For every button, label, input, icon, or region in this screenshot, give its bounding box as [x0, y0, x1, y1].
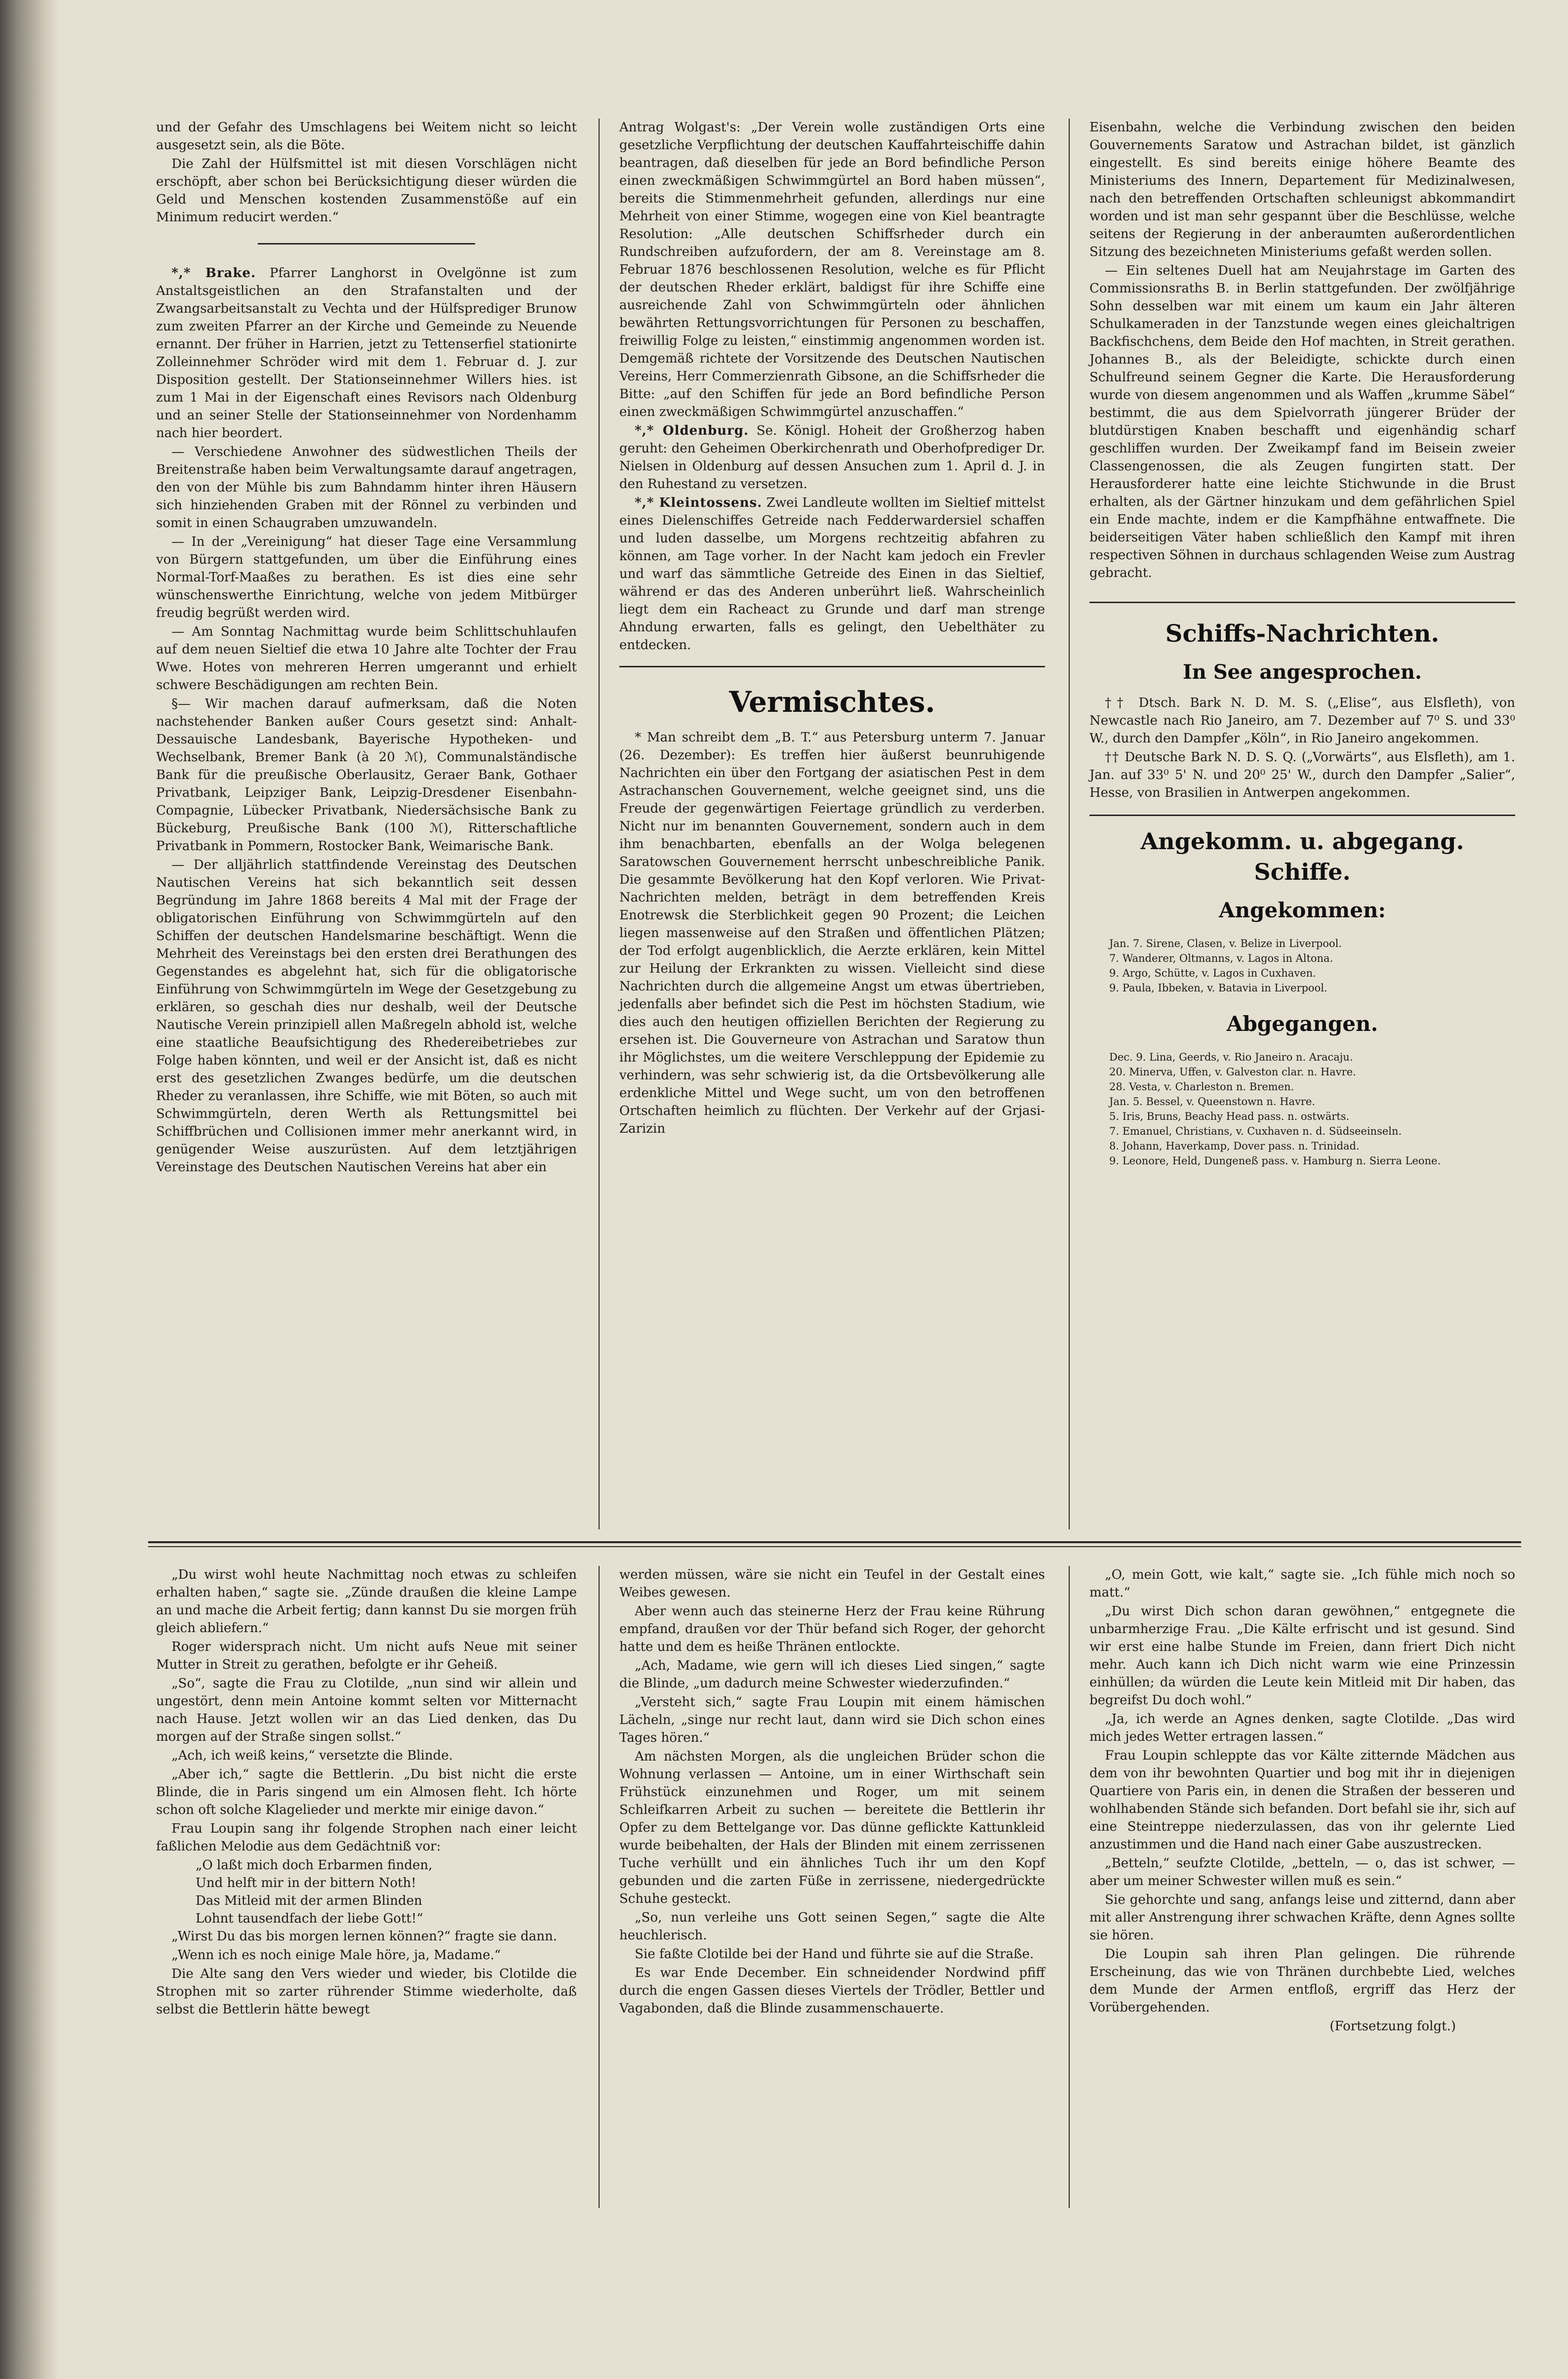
paragraph: Aber wenn auch das steinerne Herz der Frau keine Rührung empfand, draußen vor der Thür befand sich Roger, der gehorcht hatte und dem es heiße Thränen entlockte.: [619, 1604, 1045, 1654]
verse-line: Und helft mir in der bittern Noth!: [196, 1876, 416, 1890]
subheading: Abgegangen.: [1226, 1012, 1378, 1036]
paragraph: „Aber ich,“ sagte die Bettlerin. „Du bist nicht die erste Blinde, die in Paris singend um ein Almosen fleht. Ich hörte schon oft solche Klagelieder und merkte mir einige davon.“: [156, 1767, 577, 1817]
paragraph: §— Wir machen darauf aufmerksam, daß die Noten nachstehender Banken außer Cours gesetzt sind: Anhalt-Dessauische Landesbank, Bayerische Hypotheken- und Wechselbank, Bremer Bank (à 20 ℳ), Communalständische Bank für die preußische Oberlausitz, Geraer Bank, Gothaer Privatbank, Leipziger Bank, Leipzig-Dresdener Eisenbahn-Compagnie, Lübecker Privatbank, Niedersächsische Bank zu Bückeburg, Preußische Bank (100 ℳ), Ritterschaftliche Privatbank in Pommern, Rostocker Bank, Weimarische Bank.: [156, 697, 577, 854]
news-item-oldenburg: [619, 422, 1045, 493]
paragraph: Frau Loupin sang ihr folgende Strophen nach einer leicht faßlichen Melodie aus dem Gedächtniß vor:: [156, 1821, 577, 1854]
section-heading: Angekomm. u. abgegang. Schiffe.: [1140, 828, 1464, 885]
ship-report: †† Deutsche Bark N. D. S. Q. („Vorwärts“, aus Elsfleth), am 1. Jan. auf 33⁰ 5' N. und 20⁰ 25' W., durch den Dampfer „Salier“, Hesse, von Brasilien in Antwerpen angekommen.: [1089, 750, 1515, 800]
list-item: 7. Wanderer, Oltmanns, v. Lagos in Altona.: [1109, 952, 1333, 964]
dateline: *,* Brake.: [171, 266, 256, 281]
column-left-bottom: [156, 1566, 577, 2019]
paragraph: „Du wirst wohl heute Nachmittag noch etwas zu schleifen erhalten haben,“ sagte sie. „Zünde draußen die kleine Lampe an und mache die Arbeit fertig; dann kannst Du sie morgen früh gleich abliefern.“: [156, 1567, 577, 1636]
paragraph: — Ein seltenes Duell hat am Neujahrstage im Garten des Commissionsraths B. in Berlin stattgefunden. Der zwölfjährige Sohn desselben war mit einem um kaum ein Jahr älteren Schulkameraden in der Tanzstunde wegen eines gleichaltrigen Backfischchens, dem Beide den Hof machten, in Streit gerathen. Johannes B., als der Beleidigte, schickte durch einen Schulfreund seinem Gegner die Karte. Die Herausforderung wurde von diesem angenommen und als Waffen „krumme Säbel“ bestimmt, die aus dem Spielvorrath jüngerer Brüder der blutdürstigen Knaben beschafft und eigenhändig scharf geschliffen wurden. Der Zweikampf fand im Beisein zweier Classengenossen, die als Zeugen fungirten statt. Der Herausforderer hatte eine leichte Stichwunde in die Brust erhalten, als der Gärtner hinzukam und dem gefährlichen Spiel ein Ende machte, indem er die Kampfhähne entwaffnete. Die beiderseitigen Väter haben schließlich den Kampf mit ihren respectiven Söhnen in durchaus schlagenden Weise zum Austrag gebracht.: [1089, 263, 1515, 580]
verse-line: Das Mitleid mit der armen Blinden: [196, 1893, 422, 1908]
paragraph: Sie faßte Clotilde bei der Hand und führte sie auf die Straße.: [635, 1947, 1034, 1962]
paragraph: Die Alte sang den Vers wieder und wieder, bis Clotilde die Strophen mit so zarter rührender Stimme wiederholte, daß selbst die Bettlerin hätte bewegt: [156, 1967, 577, 2017]
paragraph: Sie gehorchte und sang, anfangs leise und zitternd, dann aber mit aller Anstrengung ihrer schwachen Kräfte, denn Agnes sollte sie hören.: [1089, 1892, 1515, 1943]
paragraph: Roger widersprach nicht. Um nicht aufs Neue mit seiner Mutter in Streit zu gerathen, befolgte er ihr Geheiß.: [156, 1640, 577, 1672]
column-rule: [1069, 1566, 1070, 2208]
section-rule: [1089, 815, 1515, 816]
news-item-brake: [156, 264, 577, 442]
paragraph: „Wenn ich es noch einige Male höre, ja, Madame.“: [171, 1948, 501, 1963]
column-middle-top: [619, 119, 1045, 1139]
paragraph: „So, nun verleihe uns Gott seinen Segen,“ sagte die Alte heuchlerisch.: [619, 1910, 1045, 1943]
paragraph: Eisenbahn, welche die Verbindung zwischen den beiden Gouvernements Saratow und Astrachan bildet, ist gänzlich eingestellt. Es sind bereits einige höhere Beamte des Ministeriums des Innern, Departement für Medizinalwesen, nach den betreffenden Ortschaften schleunigst abkommandirt worden und ist man sehr gespannt über die Beschlüsse, welche seitens der Regierung in der anberaumten außerordentlichen Sitzung des bezeichneten Ministeriums gefaßt werden sollen.: [1089, 120, 1515, 259]
news-text: Se. Königl. Hoheit der Großherzog haben geruht: den Geheimen Oberkirchenrath und Oberhofprediger Dr. Nielsen in Oldenburg auf dessen Ansuchen zum 1. April d. J. in den Ruhestand zu versetzen.: [619, 423, 1045, 492]
paragraph: „So“, sagte die Frau zu Clotilde, „nun sind wir allein und ungestört, denn mein Antoine kommt selten vor Mitternacht nach Hause. Jetzt wollen wir an das Lied denken, das Du morgen auf der Straße singen sollst.“: [156, 1676, 577, 1744]
paragraph: Antrag Wolgast's: „Der Verein wolle zuständigen Orts eine gesetzliche Verpflichtung der deutschen Kauffahrteischiffe dahin beantragen, daß dieselben für jede an Bord befindliche Person einen zweckmäßigen Schwimmgürtel an Bord haben müssen“, bereits die Stimmenmehrheit gefunden, allerdings nur eine Mehrheit von einer Stimme, wogegen eine von Kiel beantragte Resolution: „Alle deutschen Schiffsrheder durch ein Rundschreiben aufzufordern, der am 8. Vereinstage am 8. Februar 1876 beschlossenen Resolution, welche es für Pflicht der deutschen Rheder erklärt, baldigst für ihre Schiffe eine ausreichende Zahl von Schwimmgürteln oder ähnlichen bewährten Rettungsvorrichtungen für Personen zu beschaffen, freiwillig Folge zu leisten,“ einstimmig angenommen worden ist. Demgemäß richtete der Vorsitzende des Deutschen Nautischen Vereins, Herr Commerzienrath Gibsone, an die Schiffsrheder die Bitte: „auf den Schiffen für jede an Bord befindliche Person einen zweckmäßigen Schwimmgürtel anzuschaffen.“: [619, 120, 1045, 419]
section-heading: Vermischtes.: [729, 685, 935, 719]
column-right-top: [1089, 119, 1515, 1169]
column-middle-bottom: [619, 1566, 1045, 2018]
divider: [258, 243, 475, 245]
continuation-note: (Fortsetzung folgt.): [1329, 2019, 1456, 2034]
list-item: 9. Paula, Ibbeken, v. Batavia in Liverpool.: [1109, 982, 1327, 994]
paragraph: * Man schreibt dem „B. T.“ aus Petersburg unterm 7. Januar (26. Dezember): Es treffen hier äußerst beunruhigende Nachrichten ein über den Fortgang der asiatischen Pest in dem Astrachanschen Gouvernement, welche geeignet sind, uns die Freude der gegenwärtigen Feiertage gründlich zu verderben. Nicht nur im benannten Gouvernement, sondern auch in dem ihm benachbarten, ebenfalls an der Wolga belegenen Saratowschen Gouvernement herrscht unbeschreibliche Panik. Die gesammte Bevölkerung hat den Kopf verloren. Wie Privat-Nachrichten melden, beträgt in dem betreffenden Kreis Enotrewsk die Sterblichkeit gegen 90 Prozent; die Leichen liegen massenweise auf den Straßen und öffentlichen Plätzen; der Tod erfolgt augenblicklich, die Aerzte erklären, kein Mittel zur Heilung der Erkrankten zu wissen. Vielleicht sind diese Nachrichten durch die allgemeine Angst um etwas übertrieben, jedenfalls aber befindet sich die Pest im höchsten Stadium, wie dies auch den heutigen offiziellen Berichten der Regierung zu ersehen ist. Die Gouverneure von Astrachan und Saratow thun ihr Möglichstes, um die weitere Verschleppung der Epidemie zu verhindern, was sehr schwierig ist, da die Ortsbevölkerung alle erdenkliche Mittel und Wege sucht, um von den betroffenen Ortschaften heimlich zu flüchten. Der Verkehr auf der Grjasi-Zarizin: [619, 730, 1045, 1136]
dateline: *,* Kleintossens.: [635, 495, 763, 510]
news-text: Pfarrer Langhorst in Ovelgönne ist zum Anstaltsgeistlichen an den Strafanstalten und der Zwangsarbeitsanstalt zu Vechta und der Hülfsprediger Brunow zum zweiten Pfarrer an der Kirche und Gemeinde zu Neuende ernannt. Der früher in Harrien, jetzt zu Tettenserfiel stationirte Zolleinnehmer Schröder wird mit dem 1. Februar d. J. zur Disposition gestellt. Der Stationseinnehmer Willers hies. ist zum 1 Mai in der Eigenschaft eines Revisors nach Oldenburg und an seiner Stelle der Stationseinnehmer von Nordenhamm nach hier beordert.: [156, 266, 577, 441]
news-text: Zwei Landleute wollten im Sieltief mittelst eines Dielenschiffes Getreide nach Fedderwardersiel schaffen und luden dasselbe, um Morgens rechtzeitig abfahren zu können, am Tage vorher. In der Nacht kam jedoch ein Frevler und warf das sämmtliche Getreide des Einen in das Sieltief, während er das des Anderen unberührt ließ. Wahrscheinlich liegt dem ein Racheact zu Grunde und darf man strenge Ahndung erwarten, falls es gelingt, den Uebelthäter zu entdecken.: [619, 495, 1045, 653]
ship-report: †† Dtsch. Bark N. D. M. S. („Elise“, aus Elsfleth), von Newcastle nach Rio Janeiro, am 7. Dezember auf 7⁰ S. und 33⁰ W., durch den Dampfer „Köln“, in Rio Janeiro angekommen.: [1089, 696, 1515, 746]
feuilleton-rule: [148, 1541, 1521, 1543]
paragraph: „Du wirst Dich schon daran gewöhnen,“ entgegnete die unbarmherzige Frau. „Die Kälte erfrischt und ist gesund. Sind wir erst eine halbe Stunde im Freien, dann friert Dich nicht mehr. Auch kann ich Dich nicht warm wie eine Prinzessin einhüllen; da würden die Leute kein Mitleid mit Dir haben, das begreifst Du doch wohl.“: [1089, 1604, 1515, 1708]
feuilleton-rule-thin: [148, 1546, 1521, 1547]
paragraph: Die Loupin sah ihren Plan gelingen. Die rührende Erscheinung, das wie von Thränen durchbebte Lied, welches dem Munde der Armen entfloß, ergriff das Herz der Vorübergehenden.: [1089, 1947, 1515, 2015]
paragraph: Es war Ende December. Ein schneidender Nordwind pfiff durch die engen Gassen dieses Viertels der Trödler, Bettler und Vagabonden, daß die Blinde zusammenschauerte.: [619, 1966, 1045, 2016]
column-right-bottom: [1089, 1566, 1515, 2036]
paragraph: Die Zahl der Hülfsmittel ist mit diesen Vorschlägen nicht erschöpft, aber schon bei Berücksichtigung dieser würden die Geld und Menschen kostenden Zusammenstöße auf ein Minimum reducirt werden.“: [156, 157, 577, 225]
paragraph: „Wirst Du das bis morgen lernen können?“ fragte sie dann.: [171, 1929, 558, 1944]
paragraph: „Betteln,“ seufzte Clotilde, „betteln, — o, das ist schwer, — aber um meiner Schwester willen muß es sein.“: [1089, 1856, 1515, 1888]
paragraph: — Der alljährlich stattfindende Vereinstag des Deutschen Nautischen Vereins hat sich bekanntlich seit dessen Begründung im Jahre 1868 bereits 4 Mal mit der Frage der obligatorischen Einführung von Schwimmgürteln auf den Schiffen der deutschen Handelsmarine beschäftigt. Wenn die Mehrheit des Vereinstags bei den ersten drei Berathungen des Gegenstandes es abgelehnt hat, sich für die obligatorische Einführung von Schwimmgürteln im Wege der Gesetzgebung zu erklären, so geschah dies nur deshalb, weil der Deutsche Nautische Verein prinzipiell allen Maßregeln abhold ist, welche eine staatliche Beaufsichtigung des Rhedereibetriebes zur Folge haben könnten, und weil er der Ansicht ist, daß es nicht erst des gesetzlichen Zwanges bedürfe, um die deutschen Rheder zu veranlassen, ihre Schiffe, wie mit Böten, so auch mit Schwimmgürteln, deren Werth als Rettungsmittel bei Schiffbrüchen und Collisionen immer mehr anerkannt wird, in genügender Weise auszurüsten. Auf dem letztjährigen Vereinstage des Deutschen Nautischen Vereins hat aber ein: [156, 858, 577, 1175]
list-item: 28. Vesta, v. Charleston n. Bremen.: [1109, 1081, 1294, 1093]
dateline: *,* Oldenburg.: [635, 423, 749, 438]
paragraph: Frau Loupin schleppte das vor Kälte zitternde Mädchen aus dem von ihr bewohnten Quartier und bog mit ihr in diejenigen Quartiere von Paris ein, in denen die Straßen der besseren und wohlhabenden Stände sich befanden. Dort befahl sie ihr, sich auf eine Steintreppe niederzulassen, das von ihr gelernte Lied anzustimmen und die Hand nach einer Gabe auszustrecken.: [1089, 1748, 1515, 1852]
paragraph: „Ach, ich weiß keins,“ versetzte die Blinde.: [171, 1748, 453, 1763]
list-item: 7. Emanuel, Christians, v. Cuxhaven n. d. Südseeinseln.: [1109, 1125, 1402, 1137]
paragraph: werden müssen, wäre sie nicht ein Teufel in der Gestalt eines Weibes gewesen.: [619, 1567, 1045, 1600]
paragraph: „Versteht sich,“ sagte Frau Loupin mit einem hämischen Lächeln, „singe nur recht laut, dann wird sie Dich schon eines Tages hören.“: [619, 1695, 1045, 1745]
column-rule: [1069, 119, 1070, 1529]
verse-line: Lohnt tausendfach der liebe Gott!“: [196, 1911, 423, 1926]
paragraph: Am nächsten Morgen, als die ungleichen Brüder schon die Wohnung verlassen — Antoine, um in einer Wirthschaft sein Frühstück einzunehmen und Roger, um mit seinem Schleifkarren Arbeit zu suchen — bereitete die Bettlerin ihr Opfer zu dem Bettelgange vor. Das dünne geflickte Kattunkleid wurde beibehalten, der Hals der Blinden mit einem zerrissenen Tuche verhüllt und ein ähnliches Tuch ihr um den Kopf gebunden und die zarten Füße in zerrissene, niedergedrückte Schuhe gesteckt.: [619, 1749, 1045, 1906]
section-rule: [619, 666, 1045, 667]
subheading: In See angesprochen.: [1183, 660, 1422, 684]
list-item: 5. Iris, Bruns, Beachy Head pass. n. ostwärts.: [1109, 1110, 1350, 1122]
paragraph: und der Gefahr des Umschlagens bei Weitem nicht so leicht ausgesetzt sein, als die Böte.: [156, 120, 577, 153]
list-item: Jan. 7. Sirene, Clasen, v. Belize in Liverpool.: [1109, 938, 1342, 949]
column-left-top: [156, 119, 577, 1177]
paragraph: „Ach, Madame, wie gern will ich dieses Lied singen,“ sagte die Blinde, „um dadurch meine Schwester wiederzufinden.“: [619, 1658, 1045, 1691]
list-item: 9. Leonore, Held, Dungeneß pass. v. Hamburg n. Sierra Leone.: [1109, 1155, 1441, 1167]
column-rule: [599, 1566, 600, 2208]
paragraph: — Verschiedene Anwohner des südwestlichen Theils der Breitenstraße haben beim Verwaltungsamte darauf angetragen, den von der Mühle bis zum Bahndamm hinter ihren Häusern sich hinziehenden Graben mit der Rönnel zu verbinden und somit in einen Schaugraben umzuwandeln.: [156, 445, 577, 531]
paragraph: „O, mein Gott, wie kalt,“ sagte sie. „Ich fühle mich noch so matt.“: [1089, 1567, 1515, 1600]
list-item: 20. Minerva, Uffen, v. Galveston clar. n. Havre.: [1109, 1066, 1356, 1078]
news-item-kleintossens: [619, 494, 1045, 654]
paragraph: „Ja, ich werde an Agnes denken, sagte Clotilde. „Das wird mich jedes Wetter ertragen lassen.“: [1089, 1712, 1515, 1744]
departures-list: [1089, 1050, 1515, 1168]
verse-line: „O laßt mich doch Erbarmen finden,: [196, 1858, 433, 1873]
list-item: Jan. 5. Bessel, v. Queenstown n. Havre.: [1109, 1096, 1316, 1107]
paragraph: — Am Sonntag Nachmittag wurde beim Schlittschuhlaufen auf dem neuen Sieltief die etwa 10 Jahre alte Tochter der Frau Wwe. Hotes von mehreren Herren umgerannt und erhielt schwere Beschädigungen am rechten Bein.: [156, 624, 577, 693]
section-heading: Schiffs-Nachrichten.: [1165, 620, 1440, 648]
list-item: 8. Johann, Haverkamp, Dover pass. n. Trinidad.: [1109, 1140, 1360, 1152]
list-item: Dec. 9. Lina, Geerds, v. Rio Janeiro n. Aracaju.: [1109, 1051, 1353, 1063]
section-rule: [1089, 602, 1515, 603]
arrivals-list: [1089, 937, 1515, 995]
list-item: 9. Argo, Schütte, v. Lagos in Cuxhaven.: [1109, 967, 1316, 979]
paragraph: — In der „Vereinigung“ hat dieser Tage eine Versammlung von Bürgern stattgefunden, um über die Einführung eines Normal-Torf-Maaßes zu berathen. Es ist dies eine sehr wünschenswerthe Einrichtung, welche von jedem Mitbürger freudig begrüßt werden wird.: [156, 534, 577, 620]
column-rule: [599, 119, 600, 1529]
subheading: Angekommen:: [1219, 898, 1386, 922]
